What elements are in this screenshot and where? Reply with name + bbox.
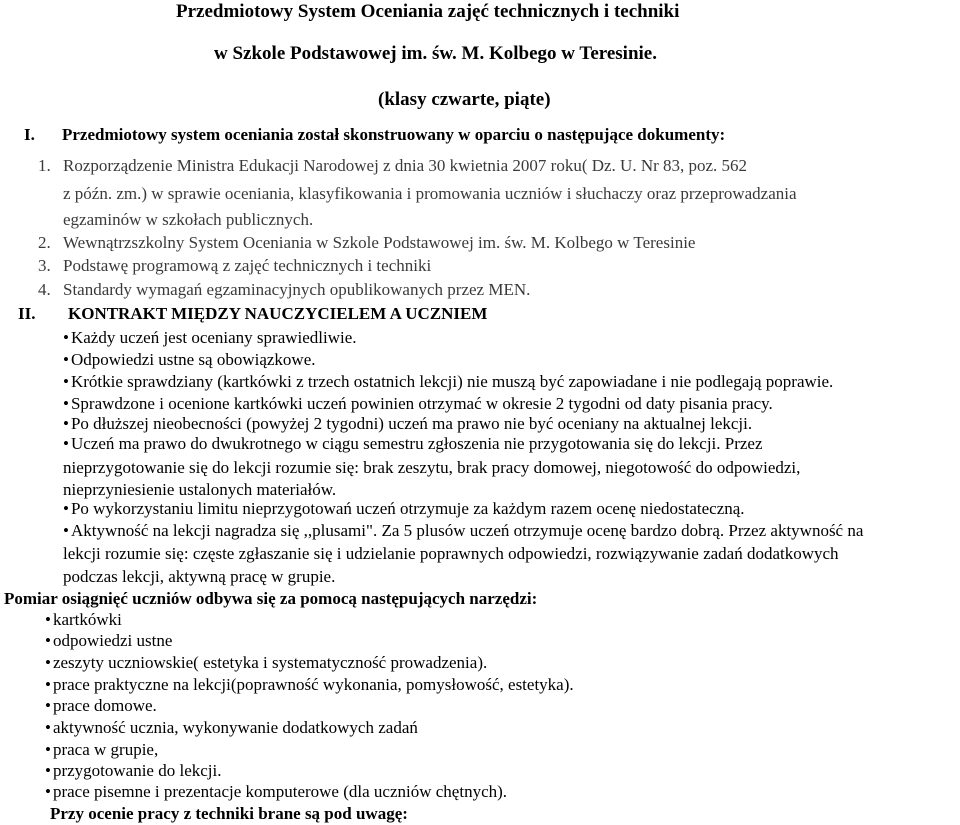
bullet-icon: • [45,782,51,801]
document-title-line-2: w Szkole Podstawowej im. św. M. Kolbego w Teresinie. [214,43,657,64]
bullet-icon: • [63,328,69,347]
measurement-item-1-label: kartkówki [52,610,122,629]
contract-item-2 [63,351,316,368]
bullet-icon: • [45,740,51,759]
section-1-item-3-number: 3. [38,256,51,275]
contract-item-8-line-1: Aktywność na lekcji nagradza się ,,plusami". Za 5 plusów uczeń otrzymuje ocenę bardzo dobrą. Przez aktywność na [70,521,864,540]
contract-item-1-line-1: Każdy uczeń jest oceniany sprawiedliwie. [70,328,357,347]
measurement-item-5 [45,697,157,714]
contract-item-8 [63,522,863,539]
measurement-item-2-label: odpowiedzi ustne [52,631,173,650]
section-1-item-1-line-1: Rozporządzenie Ministra Edukacji Narodowej z dnia 30 kwietnia 2007 roku( Dz. U. Nr 83, poz. 562 [63,156,748,175]
section-1-heading: Przedmiotowy system oceniania został skonstruowany w oparciu o następujące dokumenty: [62,125,726,144]
measurement-item-3 [45,654,487,671]
section-1-item-2-line-1: Wewnątrzszkolny System Oceniania w Szkole Podstawowej im. św. M. Kolbego w Teresinie [63,233,696,252]
contract-item-4-line-1: Sprawdzone i ocenione kartkówki uczeń powinien otrzymać w okresie 2 tygodni od daty pisania pracy. [70,394,773,413]
contract-item-5-line-1: Po dłuższej nieobecności (powyżej 2 tygodni) uczeń ma prawo nie być oceniany na aktualnej lekcji. [70,414,753,433]
section-2-numeral: II. [18,304,36,323]
section-1-item-4-line-1: Standardy wymagań egzaminacyjnych opublikowanych przez MEN. [63,280,531,299]
measurement-item-5-label: prace domowe. [52,696,157,715]
bullet-icon: • [63,434,69,453]
measurement-item-8 [45,762,221,779]
contract-item-2-line-1: Odpowiedzi ustne są obowiązkowe. [70,350,316,369]
criteria-heading: Przy ocenie pracy z techniki brane są pod uwagę: [50,804,408,823]
document-title-line-3: (klasy czwarte, piąte) [378,89,551,110]
measurement-item-7-label: praca w grupie, [52,740,159,759]
bullet-icon: • [45,696,51,715]
measurement-item-8-label: przygotowanie do lekcji. [52,761,222,780]
measurement-item-9 [45,783,507,800]
bullet-icon: • [45,675,51,694]
contract-item-8-line-2: lekcji rozumie się: częste zgłaszanie się i udzielanie poprawnych odpowiedzi, rozwiązywanie zadań dodatkowych [63,544,839,563]
bullet-icon: • [45,718,51,737]
measurement-item-6-label: aktywność ucznia, wykonywanie dodatkowych zadań [52,718,418,737]
measurement-item-7 [45,741,158,758]
bullet-icon: • [63,372,69,391]
document-title-line-1: Przedmiotowy System Oceniania zajęć technicznych i techniki [176,1,680,22]
section-1-item-1-line-3: egzaminów w szkołach publicznych. [63,210,314,229]
bullet-icon: • [63,394,69,413]
contract-item-7 [63,500,745,517]
measurement-item-1 [45,611,122,628]
section-1-item-1-number: 1. [38,156,51,175]
bullet-icon: • [63,499,69,518]
bullet-icon: • [63,350,69,369]
contract-item-3 [63,373,833,390]
contract-item-3-line-1: Krótkie sprawdziany (kartkówki z trzech ostatnich lekcji) nie muszą być zapowiadane i nie podlegają poprawie. [70,372,834,391]
measurement-item-4-label: prace praktyczne na lekcji(poprawność wykonania, pomysłowość, estetyka). [52,675,574,694]
bullet-icon: • [45,653,51,672]
section-1-numeral: I. [24,125,35,144]
contract-item-5 [63,415,752,432]
bullet-icon: • [63,521,69,540]
section-1-item-2-number: 2. [38,233,51,252]
section-1-item-3-line-1: Podstawę programową z zajęć technicznych i techniki [63,256,432,275]
contract-item-6-line-1: Uczeń ma prawo do dwukrotnego w ciągu semestru zgłoszenia nie przygotowania się do lekcji. Przez [70,434,763,453]
contract-item-7-line-1: Po wykorzystaniu limitu nieprzygotowań uczeń otrzymuje za każdym razem ocenę niedostateczną. [70,499,745,518]
bullet-icon: • [45,610,51,629]
measurement-item-2 [45,632,172,649]
section-1-item-1-line-2: z późn. zm.) w sprawie oceniania, klasyfikowania i promowania uczniów i słuchaczy oraz przeprowadzania [63,184,797,203]
bullet-icon: • [45,631,51,650]
contract-item-6-line-2: nieprzygotowanie się do lekcji rozumie się: brak zeszytu, brak pracy domowej, niegotowość do odpowiedzi, [63,458,801,477]
measurement-item-6 [45,719,418,736]
section-1-item-4-number: 4. [38,280,51,299]
measurement-item-9-label: prace pisemne i prezentacje komputerowe (dla uczniów chętnych). [52,782,508,801]
contract-item-6 [63,435,763,452]
contract-item-6-line-3: nieprzyniesienie ustalonych materiałów. [63,480,337,499]
bullet-icon: • [63,414,69,433]
bullet-icon: • [45,761,51,780]
measurement-heading: Pomiar osiągnięć uczniów odbywa się za pomocą następujących narzędzi: [4,589,538,608]
measurement-item-3-label: zeszyty uczniowskie( estetyka i systematyczność prowadzenia). [52,653,488,672]
contract-item-1 [63,329,357,346]
section-2-heading: KONTRAKT MIĘDZY NAUCZYCIELEM A UCZNIEM [68,304,488,323]
contract-item-8-line-3: podczas lekcji, aktywną pracę w grupie. [63,567,336,586]
contract-item-4 [63,395,773,412]
measurement-item-4 [45,676,574,693]
